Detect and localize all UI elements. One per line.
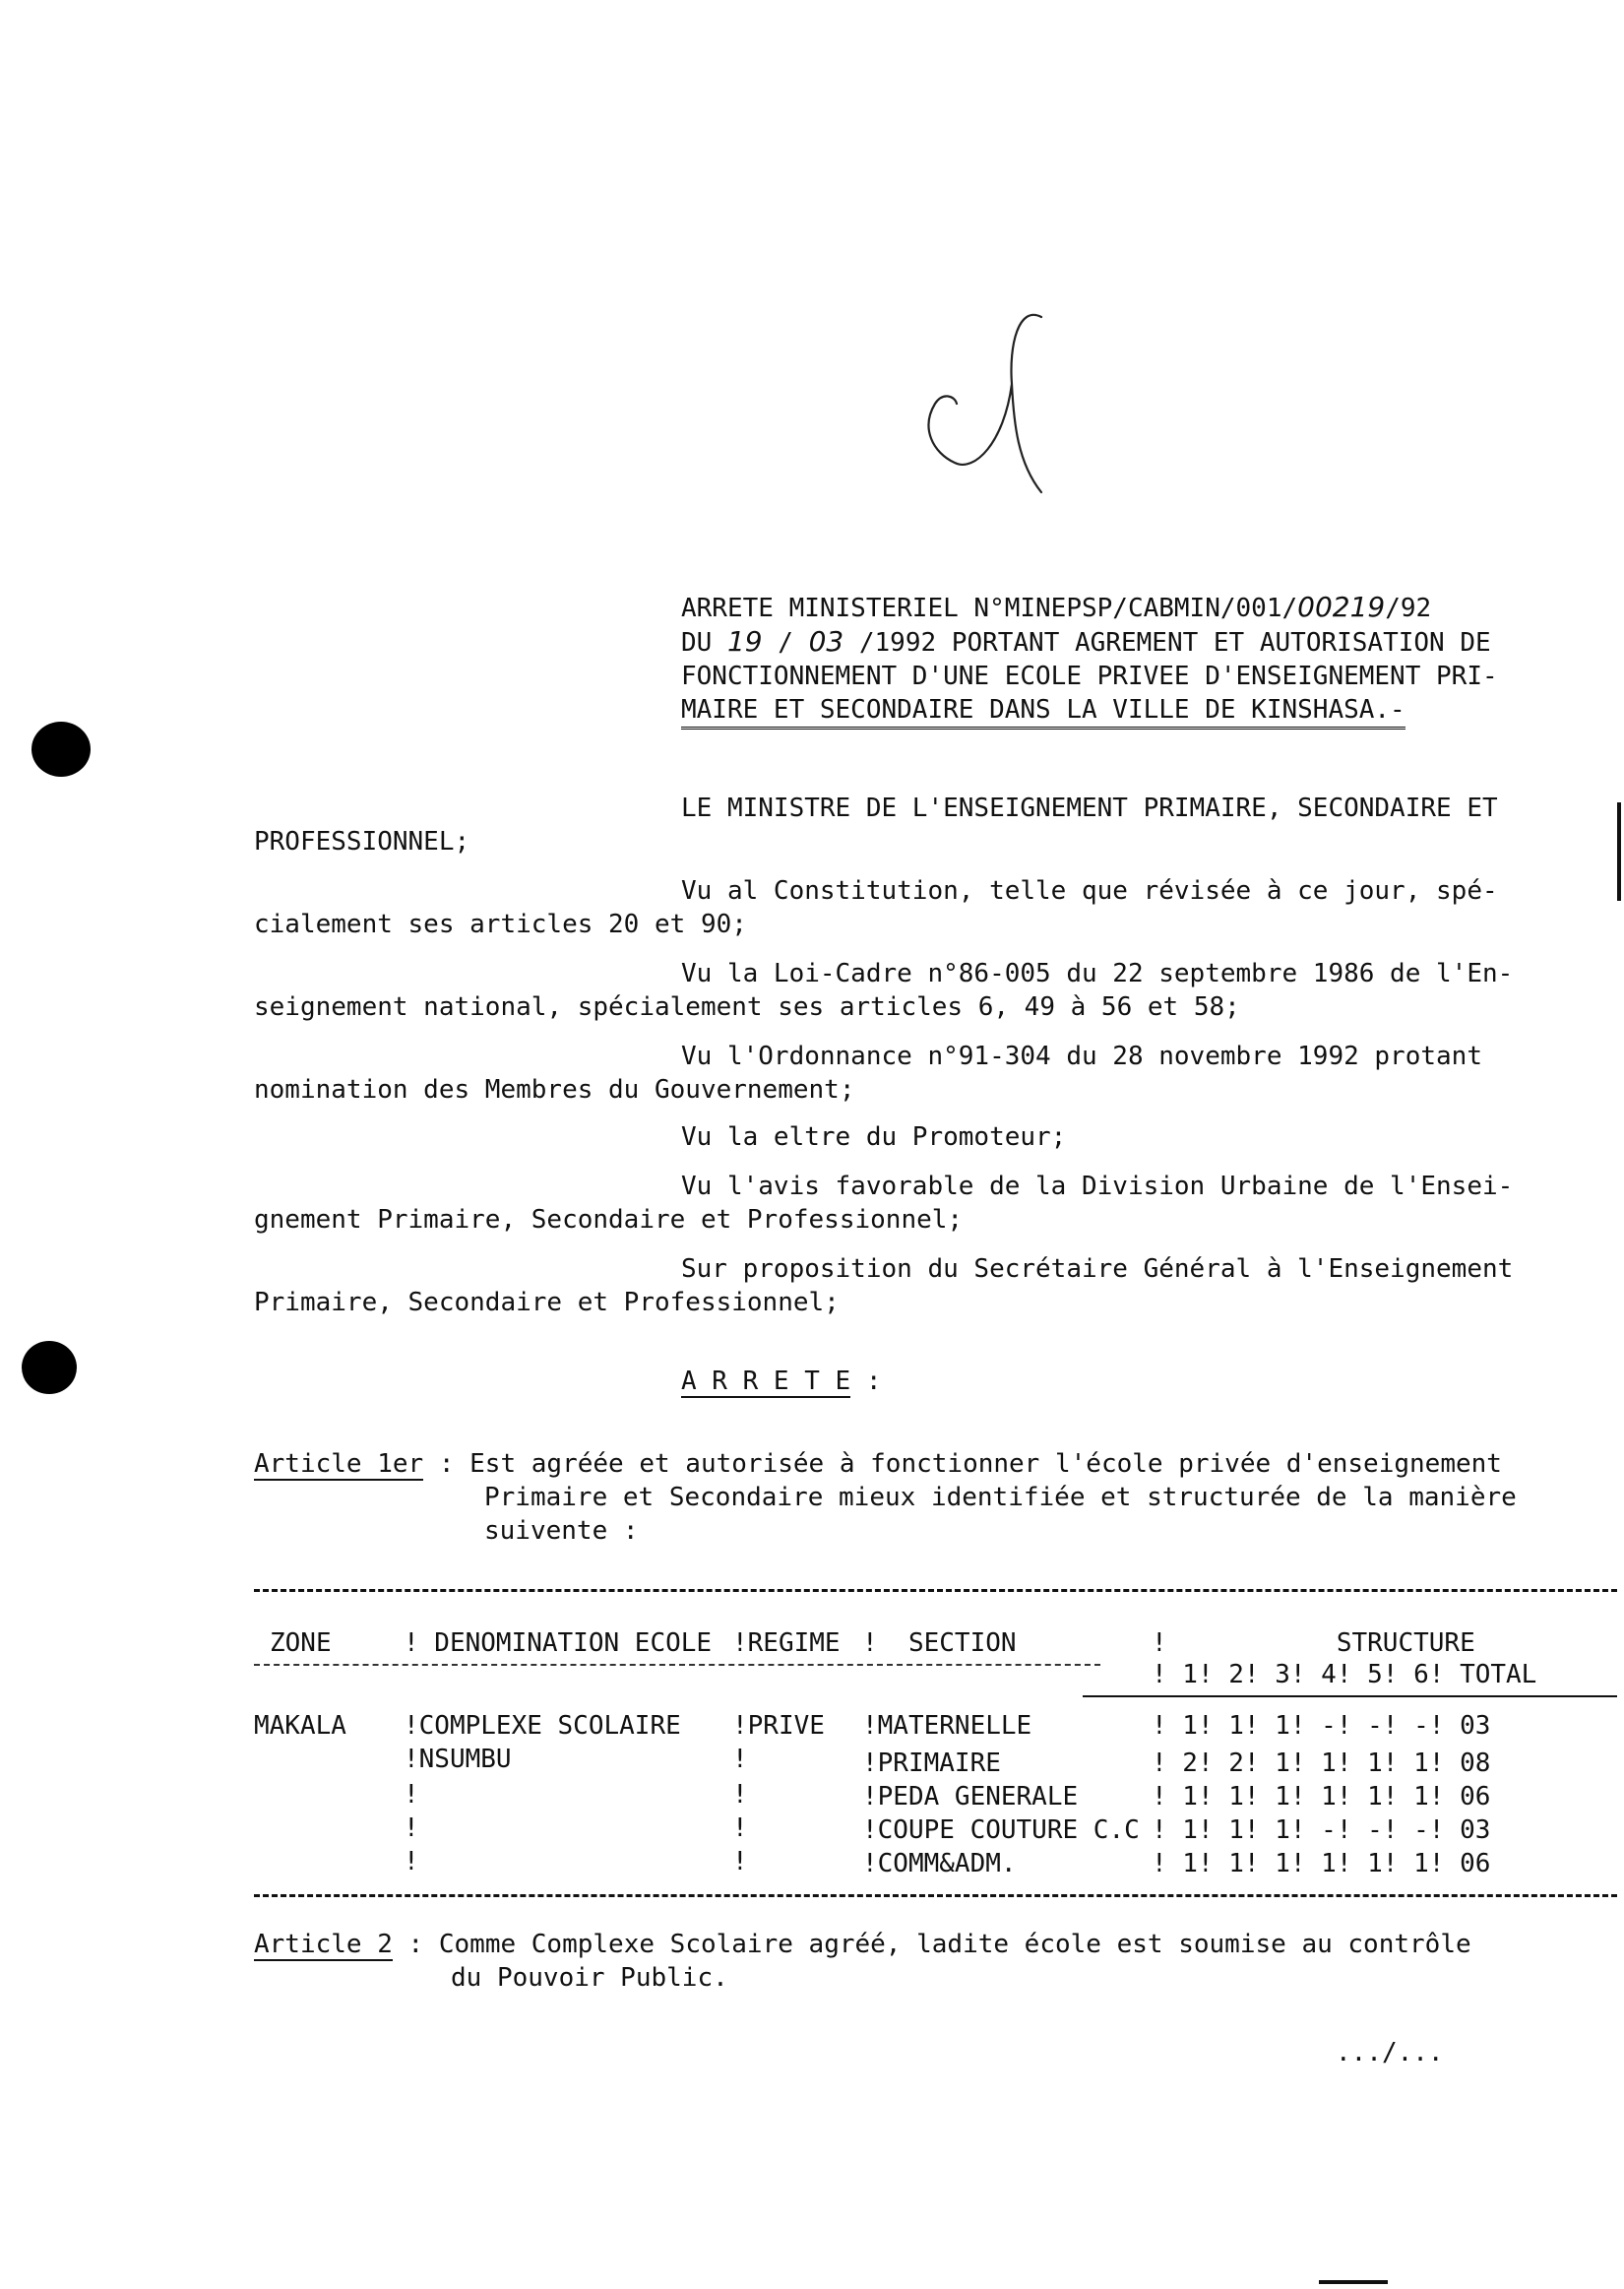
minister-line-2: PROFESSIONNEL; <box>254 827 470 857</box>
article-2-label: Article 2 <box>254 1930 393 1959</box>
row-3-bang-regime: ! <box>732 1780 748 1810</box>
cell-denomination-2: !NSUMBU <box>404 1745 512 1774</box>
vu-ordonnance-2: nomination des Membres du Gouvernement; <box>254 1075 855 1105</box>
decree-number-suffix: /92 <box>1385 594 1432 623</box>
col-subheader-structure: ! 1! 2! 3! 4! 5! 6! TOTAL <box>1152 1660 1537 1689</box>
handwritten-day: 19 <box>726 625 763 658</box>
sur-proposition-1: Sur proposition du Secrétaire Général à l'Enseignement <box>681 1254 1514 1284</box>
vu-avis-1: Vu l'avis favorable de la Division Urbaine de l'Ensei- <box>681 1172 1514 1201</box>
decree-number-prefix: ARRETE MINISTERIEL N°MINEPSP/CABMIN/001/ <box>681 594 1298 623</box>
row-2-bang-regime: ! <box>732 1745 748 1774</box>
article-1-text-1: Est agréée et autorisée à fonctionner l'école privée d'enseignement <box>469 1449 1502 1479</box>
date-separator: / <box>762 628 809 658</box>
vu-ordonnance-1: Vu l'Ordonnance n°91-304 du 28 novembre 1992 protant <box>681 1042 1482 1071</box>
row-5-structure: ! 1! 1! 1! 1! 1! 1! 06 <box>1152 1849 1491 1878</box>
handwritten-paraph <box>915 305 1053 502</box>
decree-header <box>681 591 1498 730</box>
header-underline-right <box>1083 1695 1617 1697</box>
row-5-section: !COMM&ADM. <box>862 1849 1017 1878</box>
date-prefix: DU <box>681 628 727 658</box>
article-1-line-3: suivente : <box>484 1516 639 1546</box>
row-3-section: !PEDA GENERALE <box>862 1782 1079 1812</box>
header-line-2 <box>681 625 1498 660</box>
handwritten-number: 00219 <box>1297 591 1386 623</box>
row-4-bang-regime: ! <box>732 1813 748 1843</box>
sur-proposition-2: Primaire, Secondaire et Professionnel; <box>254 1288 840 1317</box>
table-bottom-rule <box>254 1894 1617 1897</box>
punch-hole-bottom <box>22 1341 77 1394</box>
vu-constitution-1: Vu al Constitution, telle que révisée à ce jour, spé- <box>681 876 1498 906</box>
header-line-3: FONCTIONNEMENT D'UNE ECOLE PRIVEE D'ENSEIGNEMENT PRI- <box>681 662 1498 691</box>
row-3-structure: ! 1! 1! 1! 1! 1! 1! 06 <box>1152 1782 1491 1812</box>
punch-hole-top <box>31 722 91 777</box>
cell-zone: MAKALA <box>254 1711 346 1741</box>
row-2-section: !PRIMAIRE <box>862 1749 1001 1778</box>
row-5-bang-denom: ! <box>404 1847 419 1876</box>
row-5-bang-regime: ! <box>732 1847 748 1876</box>
row-4-bang-denom: ! <box>404 1813 419 1843</box>
margin-mark <box>1617 802 1621 901</box>
vu-loi-cadre-2: seignement national, spécialement ses articles 6, 49 à 56 et 58; <box>254 992 1240 1022</box>
table-top-rule <box>254 1589 1617 1592</box>
row-1-section: !MATERNELLE <box>862 1711 1032 1741</box>
continuation-mark: .../... <box>1336 2038 1444 2067</box>
vu-constitution-2: cialement ses articles 20 et 90; <box>254 910 747 939</box>
arrete-heading <box>681 1365 882 1398</box>
row-4-structure: ! 1! 1! 1! -! -! -! 03 <box>1152 1815 1491 1845</box>
article-1-sep: : <box>423 1449 470 1479</box>
article-2-sep: : <box>392 1930 439 1959</box>
article-2-text-1: Comme Complexe Scolaire agréé, ladite école est soumise au contrôle <box>438 1930 1471 1959</box>
row-1-structure: ! 1! 1! 1! -! -! -! 03 <box>1152 1711 1491 1741</box>
vu-loi-cadre-1: Vu la Loi-Cadre n°86-005 du 22 septembre 1986 de l'En- <box>681 959 1514 988</box>
vu-avis-2: gnement Primaire, Secondaire et Professionnel; <box>254 1205 964 1235</box>
article-2-line-1 <box>254 1928 1471 1961</box>
article-1-line-2: Primaire et Secondaire mieux identifiée et structurée de la manière <box>484 1483 1517 1512</box>
row-4-section: !COUPE COUTURE C.C <box>862 1815 1140 1845</box>
cell-regime: !PRIVE <box>732 1711 825 1741</box>
header-line-1 <box>681 591 1498 625</box>
col-header-zone: ZONE <box>270 1628 332 1658</box>
cell-denomination-1: !COMPLEXE SCOLAIRE <box>404 1711 681 1741</box>
header-line-4: MAIRE ET SECONDAIRE DANS LA VILLE DE KINSHASA.- <box>681 693 1405 730</box>
col-header-denomination: ! DENOMINATION ECOLE <box>404 1628 713 1658</box>
col-header-section: ! SECTION <box>862 1628 1017 1658</box>
header-underline-left <box>254 1664 1100 1666</box>
handwritten-month: 03 <box>808 625 844 658</box>
vu-lettre-promoteur: Vu la eltre du Promoteur; <box>681 1122 1067 1152</box>
col-header-regime: !REGIME <box>732 1628 841 1658</box>
minister-line-1: LE MINISTRE DE L'ENSEIGNEMENT PRIMAIRE, SECONDAIRE ET <box>681 794 1498 823</box>
col-header-structure: ! STRUCTURE <box>1152 1628 1475 1658</box>
arrete-title: A R R E T E <box>681 1367 851 1396</box>
row-3-bang-denom: ! <box>404 1780 419 1810</box>
row-2-structure: ! 2! 2! 1! 1! 1! 1! 08 <box>1152 1749 1491 1778</box>
article-1-label: Article 1er <box>254 1449 424 1479</box>
article-1-line-1 <box>254 1447 1502 1481</box>
arrete-colon: : <box>850 1367 882 1396</box>
bottom-mark <box>1319 2280 1388 2284</box>
date-suffix: /1992 PORTANT AGREMENT ET AUTORISATION DE <box>843 628 1491 658</box>
article-2-line-2: du Pouvoir Public. <box>451 1963 728 1993</box>
